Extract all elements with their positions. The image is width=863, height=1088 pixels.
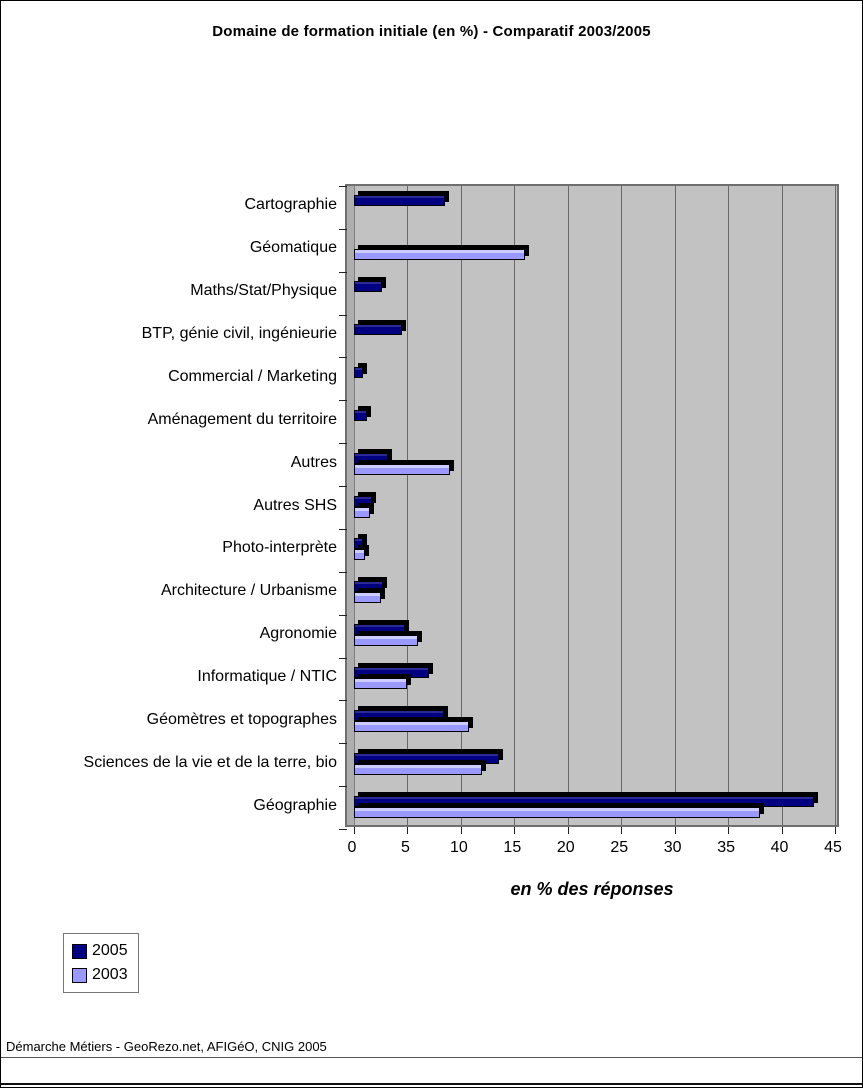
x-tick-label-20: 20 <box>556 839 575 856</box>
bar-2003-14 <box>354 807 760 818</box>
gridline-30 <box>675 186 676 825</box>
category-label-6: Autres <box>290 453 337 471</box>
y-tick-10 <box>339 615 347 616</box>
bar-2005-8 <box>354 538 363 549</box>
y-tick-14 <box>339 786 347 787</box>
legend-item-2005 <box>72 942 138 960</box>
y-tick-11 <box>339 658 347 659</box>
bar-2005-13 <box>354 753 499 764</box>
bar-2005-10 <box>354 624 405 635</box>
category-label-7: Autres SHS <box>253 496 337 514</box>
x-tick-5 <box>407 827 408 834</box>
x-tick-35 <box>728 827 729 834</box>
x-tick-label-5: 5 <box>400 839 410 856</box>
legend-label-2005: 2005 <box>92 942 128 959</box>
y-tick-13 <box>339 743 347 744</box>
x-tick-label-35: 35 <box>717 839 735 856</box>
bar-2005-14 <box>354 796 814 807</box>
y-tick-15 <box>339 829 347 830</box>
x-tick-label-0: 0 <box>347 839 357 856</box>
bar-2005-3 <box>354 324 402 335</box>
bar-2005-7 <box>354 496 372 507</box>
x-tick-0 <box>354 827 355 834</box>
category-label-1: Géomatique <box>249 239 337 257</box>
category-label-9: Architecture / Urbanisme <box>160 582 337 600</box>
bar-2005-0 <box>354 195 445 206</box>
category-label-3: BTP, génie civil, ingénieurie <box>141 325 337 343</box>
category-label-5: Aménagement du territoire <box>147 410 337 428</box>
page-bottom-edge <box>1 1083 862 1085</box>
y-tick-8 <box>339 529 347 530</box>
x-tick-40 <box>782 827 783 834</box>
y-tick-0 <box>339 186 347 187</box>
bar-2003-12 <box>354 721 469 732</box>
bar-2003-7 <box>354 507 370 518</box>
gridline-20 <box>568 186 569 825</box>
x-tick-label-10: 10 <box>449 839 468 856</box>
bar-2005-11 <box>354 667 429 678</box>
gridline-35 <box>728 186 729 825</box>
x-tick-label-15: 15 <box>503 839 522 856</box>
category-label-12: Géomètres et topographes <box>146 710 337 728</box>
bar-2003-13 <box>354 764 482 775</box>
gridline-40 <box>782 186 783 825</box>
legend-swatch-2005 <box>72 944 87 959</box>
bar-2003-8 <box>354 549 365 560</box>
source-caption: Démarche Métiers - GeoRezo.net, AFIGéO, CNIG 2005 <box>6 1039 327 1054</box>
bar-2005-9 <box>354 581 383 592</box>
y-tick-6 <box>339 443 347 444</box>
category-label-8: Photo-interprète <box>222 539 337 557</box>
legend-label-2003: 2003 <box>92 966 128 983</box>
bar-2005-6 <box>354 453 388 464</box>
bar-2005-12 <box>354 710 444 721</box>
category-label-4: Commercial / Marketing <box>168 367 337 385</box>
bar-2003-1 <box>354 249 525 260</box>
x-tick-10 <box>461 827 462 834</box>
x-tick-25 <box>621 827 622 834</box>
chart-frame-bottom-line <box>1 1057 862 1058</box>
plot-area <box>345 184 839 827</box>
bar-2003-9 <box>354 592 381 603</box>
gridline-15 <box>514 186 515 825</box>
y-tick-1 <box>339 229 347 230</box>
x-tick-label-30: 30 <box>663 839 682 856</box>
legend-swatch-2003 <box>72 968 87 983</box>
x-tick-20 <box>568 827 569 834</box>
x-tick-15 <box>514 827 515 834</box>
x-tick-30 <box>675 827 676 834</box>
bar-2005-5 <box>354 410 367 421</box>
chart-title: Domaine de formation initiale (en %) - Comparatif 2003/2005 <box>212 23 651 40</box>
category-label-0: Cartographie <box>244 196 337 214</box>
bar-2005-2 <box>354 281 382 292</box>
y-tick-4 <box>339 357 347 358</box>
category-label-14: Géographie <box>253 796 337 814</box>
x-tick-45 <box>835 827 836 834</box>
category-label-13: Sciences de la vie et de la terre, bio <box>83 753 337 771</box>
gridline-45 <box>835 186 836 825</box>
category-label-10: Agronomie <box>259 625 337 643</box>
x-tick-label-45: 45 <box>824 839 842 856</box>
legend-item-2003 <box>72 966 138 984</box>
y-tick-3 <box>339 315 347 316</box>
bar-2003-10 <box>354 635 418 646</box>
bar-2005-4 <box>354 367 363 378</box>
y-tick-2 <box>339 272 347 273</box>
gridline-25 <box>621 186 622 825</box>
y-tick-12 <box>339 700 347 701</box>
x-axis-title: en % des réponses <box>510 879 674 899</box>
x-tick-label-25: 25 <box>610 839 629 856</box>
bar-2003-6 <box>354 464 450 475</box>
y-tick-5 <box>339 400 347 401</box>
x-tick-label-40: 40 <box>770 839 789 856</box>
y-tick-7 <box>339 486 347 487</box>
category-label-2: Maths/Stat/Physique <box>190 282 337 300</box>
category-label-11: Informatique / NTIC <box>197 667 337 685</box>
bar-2003-11 <box>354 678 407 689</box>
y-tick-9 <box>339 572 347 573</box>
legend <box>63 933 139 993</box>
